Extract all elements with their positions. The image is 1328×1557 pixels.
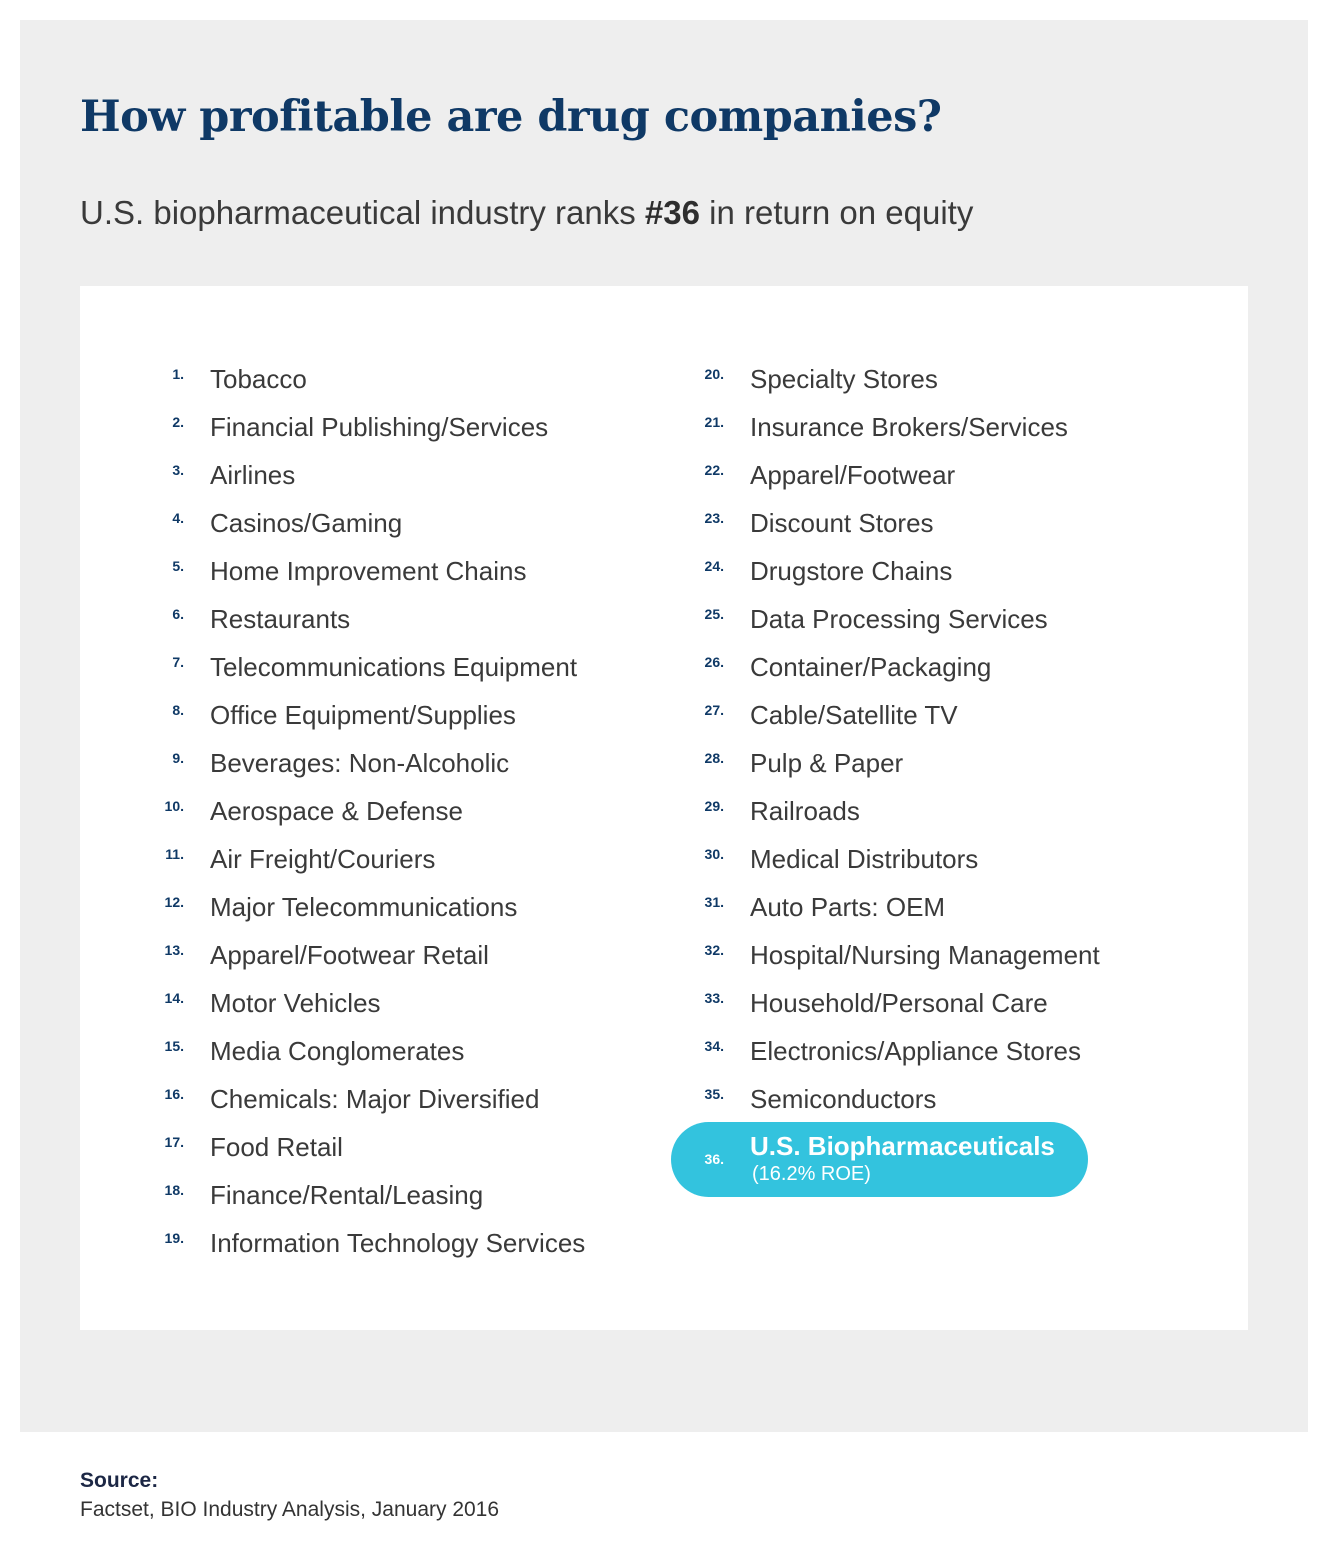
rank-number: 29. (704, 798, 724, 814)
rank-number: 30. (704, 846, 724, 862)
rank-number: 2. (172, 414, 184, 430)
ranking-item (690, 892, 1210, 940)
rank-number: 11. (165, 846, 184, 862)
rank-number: 19. (164, 1230, 184, 1246)
industry-name: Insurance Brokers/Services (750, 412, 1068, 442)
ranking-item (690, 1036, 1210, 1084)
ranking-item (150, 700, 620, 748)
subtitle-text-after: in return on equity (699, 194, 974, 231)
rank-number: 5. (172, 558, 184, 574)
rankings-column-left (150, 364, 620, 1276)
rank-number: 21. (704, 414, 724, 430)
ranking-item (690, 412, 1210, 460)
page-subtitle (80, 194, 973, 232)
rank-number: 10. (164, 798, 184, 814)
ranking-item (150, 1180, 620, 1228)
ranking-item (690, 988, 1210, 1036)
industry-name: Discount Stores (750, 508, 934, 538)
ranking-item (690, 556, 1210, 604)
industry-name: Data Processing Services (750, 604, 1048, 634)
ranking-item (150, 940, 620, 988)
ranking-item (150, 1228, 620, 1276)
ranking-item (150, 364, 620, 412)
rank-number: 7. (172, 654, 184, 670)
industry-name: Finance/Rental/Leasing (210, 1180, 484, 1210)
industry-name: Major Telecommunications (210, 892, 518, 922)
rank-number: 23. (704, 510, 724, 526)
rank-number: 22. (704, 462, 724, 478)
ranking-item (690, 844, 1210, 892)
ranking-item (690, 364, 1210, 412)
ranking-item (690, 460, 1210, 508)
source-note (80, 1467, 499, 1525)
ranking-item (690, 940, 1210, 988)
industry-name: Hospital/Nursing Management (750, 940, 1100, 970)
industry-name: Casinos/Gaming (210, 508, 403, 538)
industry-name: Electronics/Appliance Stores (750, 1036, 1081, 1066)
subtitle-text-before: U.S. biopharmaceutical industry ranks (80, 194, 645, 231)
industry-name: Tobacco (210, 364, 307, 394)
industry-name: Container/Packaging (750, 652, 992, 682)
rankings-column-right (690, 364, 1210, 1132)
ranking-item (690, 796, 1210, 844)
industry-name: Telecommunications Equipment (210, 652, 578, 682)
industry-name: Air Freight/Couriers (210, 844, 436, 874)
ranking-item (690, 748, 1210, 796)
ranking-item (150, 604, 620, 652)
rank-number: 25. (704, 606, 724, 622)
industry-name: Semiconductors (750, 1084, 937, 1114)
rank-number: 31. (704, 894, 724, 910)
industry-name: Pulp & Paper (750, 748, 904, 778)
rank-number: 3. (172, 462, 184, 478)
industry-name: Beverages: Non-Alcoholic (210, 748, 510, 778)
ranking-item (150, 1036, 620, 1084)
rank-number: 15. (164, 1038, 184, 1054)
rank-number: 14. (164, 990, 184, 1006)
ranking-item (150, 796, 620, 844)
rank-number: 26. (704, 654, 724, 670)
industry-name: Aerospace & Defense (210, 796, 463, 826)
industry-name: Household/Personal Care (750, 988, 1048, 1018)
industry-name: Chemicals: Major Diversified (210, 1084, 540, 1114)
industry-name: Home Improvement Chains (210, 556, 527, 586)
rank-number: 34. (704, 1038, 724, 1054)
highlighted-industry-name: U.S. Biopharmaceuticals (750, 1131, 1055, 1161)
industry-name: Auto Parts: OEM (750, 892, 946, 922)
ranking-item (690, 700, 1210, 748)
ranking-item (150, 1084, 620, 1132)
rank-number: 24. (704, 558, 724, 574)
ranking-item (150, 844, 620, 892)
industry-name: Cable/Satellite TV (750, 700, 958, 730)
industry-name: Motor Vehicles (210, 988, 381, 1018)
industry-name: Information Technology Services (210, 1228, 586, 1258)
ranking-item (690, 652, 1210, 700)
source-label: Source: (80, 1469, 159, 1492)
highlighted-industry-roe: (16.2% ROE) (752, 1163, 871, 1185)
industry-name: Apparel/Footwear (750, 460, 956, 490)
rank-number: 1. (172, 366, 184, 382)
infographic-panel (20, 20, 1308, 1432)
subtitle-rank: #36 (644, 194, 700, 231)
industry-name: Apparel/Footwear Retail (210, 940, 489, 970)
industry-name: Office Equipment/Supplies (210, 700, 516, 730)
rank-number: 12. (164, 894, 184, 910)
industry-name: Media Conglomerates (210, 1036, 465, 1066)
rank-number: 27. (704, 702, 724, 718)
page-title: How profitable are drug companies? (80, 92, 942, 142)
ranking-item (690, 604, 1210, 652)
rank-number: 28. (704, 750, 724, 766)
industry-name: Drugstore Chains (750, 556, 953, 586)
industry-name: Railroads (750, 796, 860, 826)
rank-number: 18. (164, 1182, 184, 1198)
ranking-item (150, 652, 620, 700)
industry-name: Food Retail (210, 1132, 343, 1162)
rank-number: 9. (172, 750, 184, 766)
industry-name: Restaurants (210, 604, 351, 634)
rank-number: 33. (704, 990, 724, 1006)
industry-name: Airlines (210, 460, 296, 490)
rank-number: 4. (172, 510, 184, 526)
rank-number: 20. (704, 366, 724, 382)
ranking-item (150, 556, 620, 604)
ranking-item (690, 508, 1210, 556)
rank-number: 13. (164, 942, 184, 958)
industry-name: Financial Publishing/Services (210, 412, 549, 442)
ranking-item (150, 508, 620, 556)
rank-number: 35. (704, 1086, 724, 1102)
highlighted-ranking (671, 1122, 1088, 1197)
rankings-card (80, 286, 1248, 1330)
rank-number: 32. (704, 942, 724, 958)
industry-name: Medical Distributors (750, 844, 979, 874)
rank-number: 6. (172, 606, 184, 622)
ranking-item (150, 460, 620, 508)
ranking-item (150, 892, 620, 940)
ranking-item (150, 988, 620, 1036)
ranking-item (150, 1132, 620, 1180)
highlighted-rank-number: 36. (704, 1151, 724, 1167)
rank-number: 17. (164, 1134, 184, 1150)
ranking-item (150, 748, 620, 796)
rank-number: 16. (164, 1086, 184, 1102)
industry-name: Specialty Stores (750, 364, 938, 394)
rank-number: 8. (172, 702, 184, 718)
ranking-item (150, 412, 620, 460)
source-text: Factset, BIO Industry Analysis, January 2016 (80, 1498, 500, 1521)
